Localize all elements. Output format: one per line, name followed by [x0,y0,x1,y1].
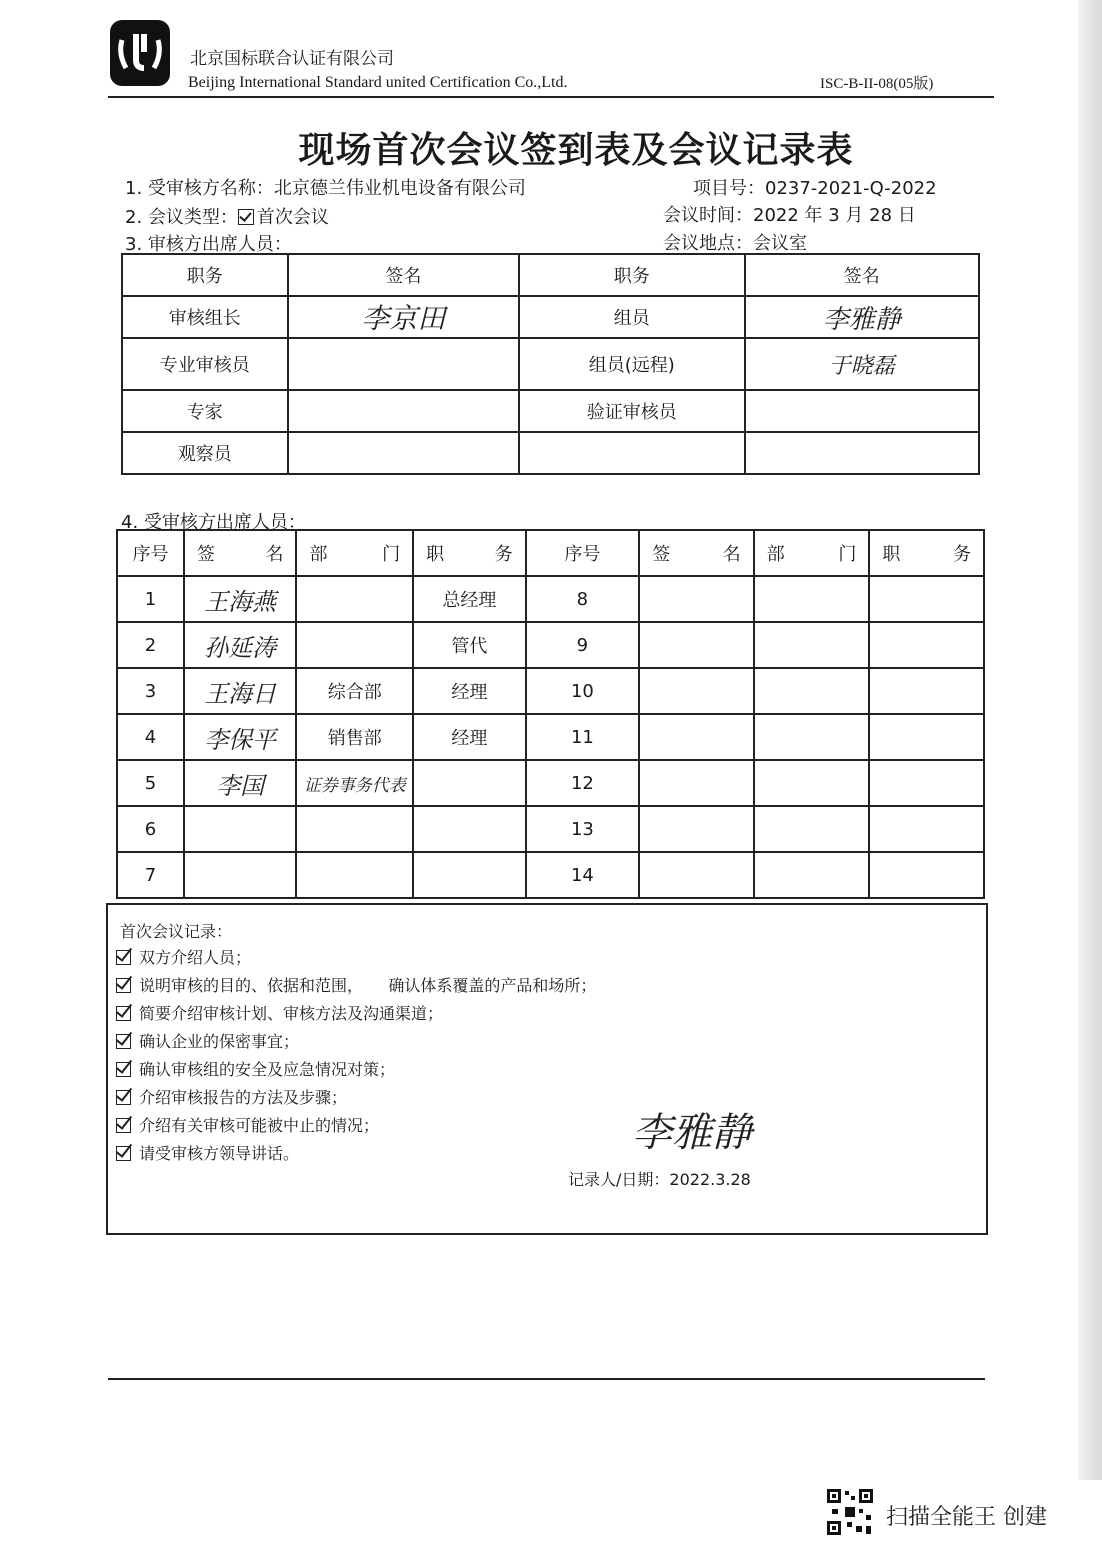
record-item-text: 双方介绍人员； [139,948,252,967]
checkbox-checked-icon [238,209,254,225]
handwritten-signature: 李保平 [204,725,277,754]
record-item [116,1141,299,1164]
header-text: 务 [494,544,513,565]
signature-cell [184,576,297,622]
check-mark-icon [116,1034,131,1049]
department-cell [754,852,870,898]
table-header-row [122,254,979,296]
role-cell [869,576,984,622]
company-logo [108,18,172,88]
signature-cell [184,760,297,806]
header-signature: 签名 [288,254,519,296]
role-cell [413,760,526,806]
header-signature [639,530,754,576]
signature-cell [639,576,754,622]
audit-team-label: 3. 审核方出席人员： [125,234,292,255]
check-mark-icon [116,978,131,993]
table-row [117,760,984,806]
header-text: 签 [196,544,215,565]
recorder-label: 记录人/日期： [568,1170,670,1189]
signature-cell [745,338,979,390]
table-row [117,806,984,852]
recorder-date: 2022.3.28 [669,1170,751,1189]
signature-cell [184,668,297,714]
meeting-record-box [106,903,988,1235]
signature-cell [639,760,754,806]
row-number: 1 [117,576,184,622]
role-cell [869,852,984,898]
bottom-divider [108,1378,985,1380]
header-divider [108,96,994,98]
record-item-text: 介绍有关审核可能被中止的情况； [139,1116,380,1135]
role-cell [413,806,526,852]
row-number: 14 [526,852,640,898]
row-number: 6 [117,806,184,852]
meeting-type-line [125,203,329,229]
table-row [117,714,984,760]
signature-cell [745,432,979,474]
header-department [296,530,413,576]
row-number: 11 [526,714,640,760]
signature-cell [288,432,519,474]
row-number: 5 [117,760,184,806]
signature-cell [288,390,519,432]
project-line [693,174,937,200]
header-text: 务 [953,544,971,565]
signature-cell [288,338,519,390]
meeting-place-label: 会议地点： [663,233,753,254]
department-cell [296,852,413,898]
check-mark-icon [116,1090,131,1105]
handwritten-signature: 孙延涛 [204,633,277,662]
department-cell [754,576,870,622]
header-text: 职 [426,544,445,565]
handwritten-signature: 王海日 [204,679,277,708]
check-mark-icon [116,1146,131,1161]
role-cell [519,432,744,474]
header-text: 名 [265,544,284,565]
role-cell: 总经理 [413,576,526,622]
department-cell [296,576,413,622]
meeting-type: 首次会议 [256,207,329,228]
role-cell: 经理 [413,714,526,760]
record-item [116,1085,347,1108]
role-cell [869,714,984,760]
auditee-name-line [125,174,526,200]
meeting-place-line [663,229,807,255]
meeting-time: 2022 年 3 月 28 日 [753,205,916,226]
check-mark-icon [116,1006,131,1021]
role-cell: 管代 [413,622,526,668]
department-cell: 销售部 [296,714,413,760]
row-number: 8 [526,576,640,622]
role-cell: 经理 [413,668,526,714]
role-cell: 验证审核员 [519,390,744,432]
scanner-watermark: 扫描全能王 创建 [886,1505,1047,1530]
auditee-name: 北京德兰伟业机电设备有限公司 [273,178,526,199]
signature-cell [639,852,754,898]
header-text: 部 [309,544,328,565]
record-item [116,973,596,996]
header-role [869,530,984,576]
record-item [116,1001,443,1024]
role-cell: 专家 [122,390,288,432]
auditee-attendees-label: 4. 受审核方出席人员： [121,512,306,533]
row-number: 7 [117,852,184,898]
handwritten-signature: 于晓磊 [828,353,895,379]
check-mark-icon [116,1062,131,1077]
header-signature: 签名 [745,254,979,296]
department-cell [754,760,870,806]
table-row [122,296,979,338]
department-cell [754,622,870,668]
department-cell [296,622,413,668]
role-cell: 专业审核员 [122,338,288,390]
header-text: 部 [766,544,785,565]
handwritten-signature: 王海燕 [204,587,277,616]
signature-cell [184,622,297,668]
record-item [116,1113,379,1136]
table-row [117,622,984,668]
table-row [122,432,979,474]
department-cell: 综合部 [296,668,413,714]
header-signature [184,530,297,576]
role-cell: 组员(远程) [519,338,744,390]
company-name-cn: 北京国标联合认证有限公司 [190,49,394,69]
header-role: 职务 [519,254,744,296]
recorder-signature: 李雅静 [632,1110,752,1156]
meeting-type-label: 2. 会议类型： [125,207,238,228]
header-text: 职 [882,544,901,565]
role-cell: 组员 [519,296,744,338]
department-cell [754,668,870,714]
department-cell [754,714,870,760]
project-label: 项目号： [693,178,765,199]
signature-cell [639,668,754,714]
check-mark-icon [116,1118,131,1133]
meeting-time-line [663,201,916,227]
handwritten-signature: 李雅静 [822,304,901,335]
page-edge [1078,0,1102,1480]
header-text: 签 [652,544,671,565]
check-mark-icon [116,950,131,965]
signature-cell [288,296,519,338]
table-row [122,338,979,390]
record-item [116,1057,395,1080]
department-cell [754,806,870,852]
header-role [413,530,526,576]
header-role: 职务 [122,254,288,296]
role-cell [869,760,984,806]
table-row [117,668,984,714]
department-cell [296,806,413,852]
project-number: 0237-2021-Q-2022 [765,178,937,199]
signature-cell [639,622,754,668]
signature-cell [745,390,979,432]
table-row [122,390,979,432]
record-item-text: 确认企业的保密事宜； [139,1032,300,1051]
handwritten-signature: 李京田 [361,302,446,335]
signature-cell [184,852,297,898]
signature-cell [184,806,297,852]
role-cell [869,806,984,852]
meeting-time-label: 会议时间： [663,205,753,226]
record-heading: 首次会议记录： [120,922,233,941]
department-cell [296,760,413,806]
company-name-en: Beijing International Standard united Certification Co.,Ltd. [188,74,568,91]
table-header-row [117,530,984,576]
header-text: 门 [382,544,401,565]
record-item-text: 介绍审核报告的方法及步骤； [139,1088,348,1107]
auditee-name-label: 1. 受审核方名称： [125,178,274,199]
record-item-text: 简要介绍审核计划、审核方法及沟通渠道； [139,1004,444,1023]
row-number: 4 [117,714,184,760]
recorder-line [568,1167,751,1190]
audit-team-table [121,253,980,475]
record-item-text: 说明审核的目的、依据和范围， 确认体系覆盖的产品和场所； [139,976,597,995]
header-text: 名 [722,544,741,565]
document-number: ISC-B-II-08(05版) [820,76,934,92]
table-row [117,576,984,622]
signature-cell [184,714,297,760]
header-no: 序号 [526,530,640,576]
record-item [116,1029,299,1052]
signature-cell [745,296,979,338]
header-department [754,530,870,576]
role-cell [413,852,526,898]
signature-cell [639,806,754,852]
row-number: 2 [117,622,184,668]
row-number: 9 [526,622,640,668]
role-cell: 观察员 [122,432,288,474]
handwritten-signature: 李国 [216,771,265,800]
handwritten-department: 证券事务代表 [303,775,406,796]
signature-cell [639,714,754,760]
qr-code-icon [826,1488,874,1536]
role-cell [869,622,984,668]
header-no: 序号 [117,530,184,576]
auditee-attendees-table [116,529,985,899]
row-number: 13 [526,806,640,852]
header-text: 门 [838,544,857,565]
row-number: 12 [526,760,640,806]
page-title: 现场首次会议签到表及会议记录表 [298,130,854,171]
row-number: 3 [117,668,184,714]
record-item [116,945,251,968]
record-item-text: 确认审核组的安全及应急情况对策； [139,1060,396,1079]
table-row [117,852,984,898]
meeting-place: 会议室 [753,233,807,254]
record-item-text: 请受审核方领导讲话。 [139,1144,300,1163]
role-cell [869,668,984,714]
role-cell: 审核组长 [122,296,288,338]
row-number: 10 [526,668,640,714]
